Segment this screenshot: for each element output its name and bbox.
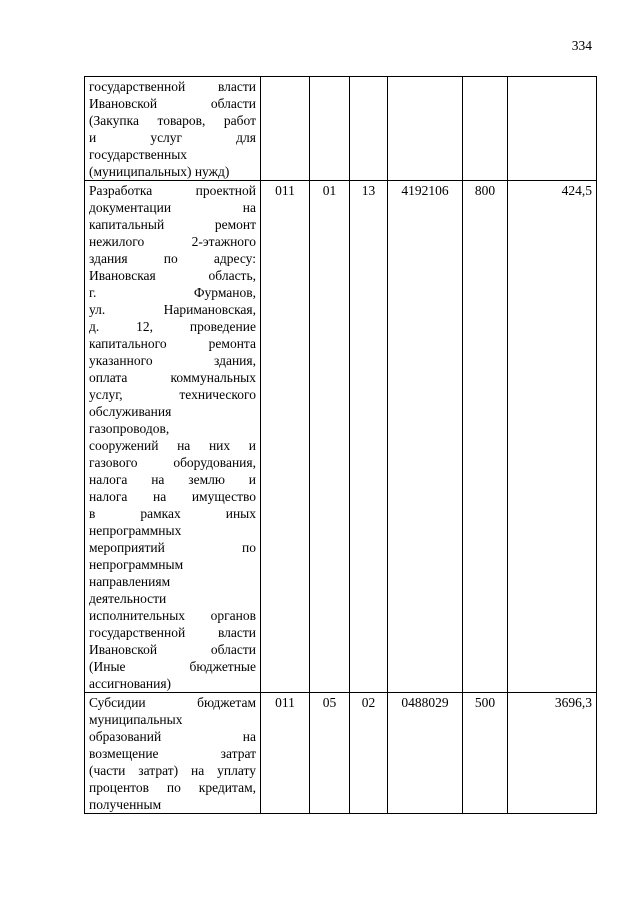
description-line: Ивановской области: [89, 96, 256, 111]
description-line: документации на: [89, 200, 256, 215]
description-line: Ивановской области: [89, 642, 256, 657]
table-row: [85, 693, 597, 814]
description-line: Субсидии бюджетам: [89, 695, 256, 710]
expense-type-cell: [463, 77, 508, 181]
subsection-code-cell: 02: [350, 693, 388, 814]
description-line: ассигнования): [89, 676, 172, 691]
description-line: непрограммным: [89, 557, 184, 572]
description-line: государственных: [89, 147, 188, 162]
target-article-cell: 4192106: [388, 181, 463, 693]
section-code-cell: 05: [310, 693, 350, 814]
description-line: налога на имущество: [89, 489, 256, 504]
description-cell: [85, 77, 261, 181]
description-cell: [85, 181, 261, 693]
description-line: направлениям: [89, 574, 171, 589]
description-line: обслуживания: [89, 404, 172, 419]
description-line: (части затрат) на уплату: [89, 763, 256, 778]
ministry-code-cell: 011: [261, 693, 310, 814]
description-line: д. 12, проведение: [89, 319, 256, 334]
description-line: возмещение затрат: [89, 746, 256, 761]
description-line: газового оборудования,: [89, 455, 256, 470]
description-line: оплата коммунальных: [89, 370, 256, 385]
description-line: в рамках иных: [89, 506, 256, 521]
page-number: 334: [571, 38, 592, 53]
budget-table: [84, 76, 597, 814]
description-line: деятельности: [89, 591, 167, 606]
amount-cell: [508, 77, 597, 181]
description-line: непрограммных: [89, 523, 182, 538]
expense-type-cell: 800: [463, 181, 508, 693]
description-line: муниципальных: [89, 712, 183, 727]
section-code-cell: 01: [310, 181, 350, 693]
amount-cell: 424,5: [508, 181, 597, 693]
description-line: услуг, технического: [89, 387, 256, 402]
table-row: [85, 181, 597, 693]
description-line: процентов по кредитам,: [89, 780, 256, 795]
description-line: нежилого 2-этажного: [89, 234, 256, 249]
description-line: Разработка проектной: [89, 183, 256, 198]
description-line: здания по адресу:: [89, 251, 256, 266]
description-line: и услуг для: [89, 130, 256, 145]
description-line: государственной власти: [89, 79, 256, 94]
target-article-cell: [388, 77, 463, 181]
description-line: г. Фурманов,: [89, 285, 256, 300]
description-line: налога на землю и: [89, 472, 256, 487]
description-line: сооружений на них и: [89, 438, 256, 453]
description-line: ул. Наримановская,: [89, 302, 256, 317]
description-line: Ивановская область,: [89, 268, 256, 283]
expense-type-cell: 500: [463, 693, 508, 814]
description-line: газопроводов,: [89, 421, 170, 436]
description-cell: [85, 693, 261, 814]
description-line: исполнительных органов: [89, 608, 256, 623]
description-line: мероприятий по: [89, 540, 256, 555]
description-line: (Иные бюджетные: [89, 659, 256, 674]
subsection-code-cell: [350, 77, 388, 181]
description-line: капитальный ремонт: [89, 217, 256, 232]
description-line: (Закупка товаров, работ: [89, 113, 256, 128]
description-line: полученным: [89, 797, 162, 812]
description-line: образований на: [89, 729, 256, 744]
ministry-code-cell: 011: [261, 181, 310, 693]
description-line: государственной власти: [89, 625, 256, 640]
description-line: (муниципальных) нужд): [89, 164, 230, 179]
subsection-code-cell: 13: [350, 181, 388, 693]
ministry-code-cell: [261, 77, 310, 181]
description-line: капитального ремонта: [89, 336, 256, 351]
description-line: указанного здания,: [89, 353, 256, 368]
section-code-cell: [310, 77, 350, 181]
table-row: [85, 77, 597, 181]
amount-cell: 3696,3: [508, 693, 597, 814]
target-article-cell: 0488029: [388, 693, 463, 814]
